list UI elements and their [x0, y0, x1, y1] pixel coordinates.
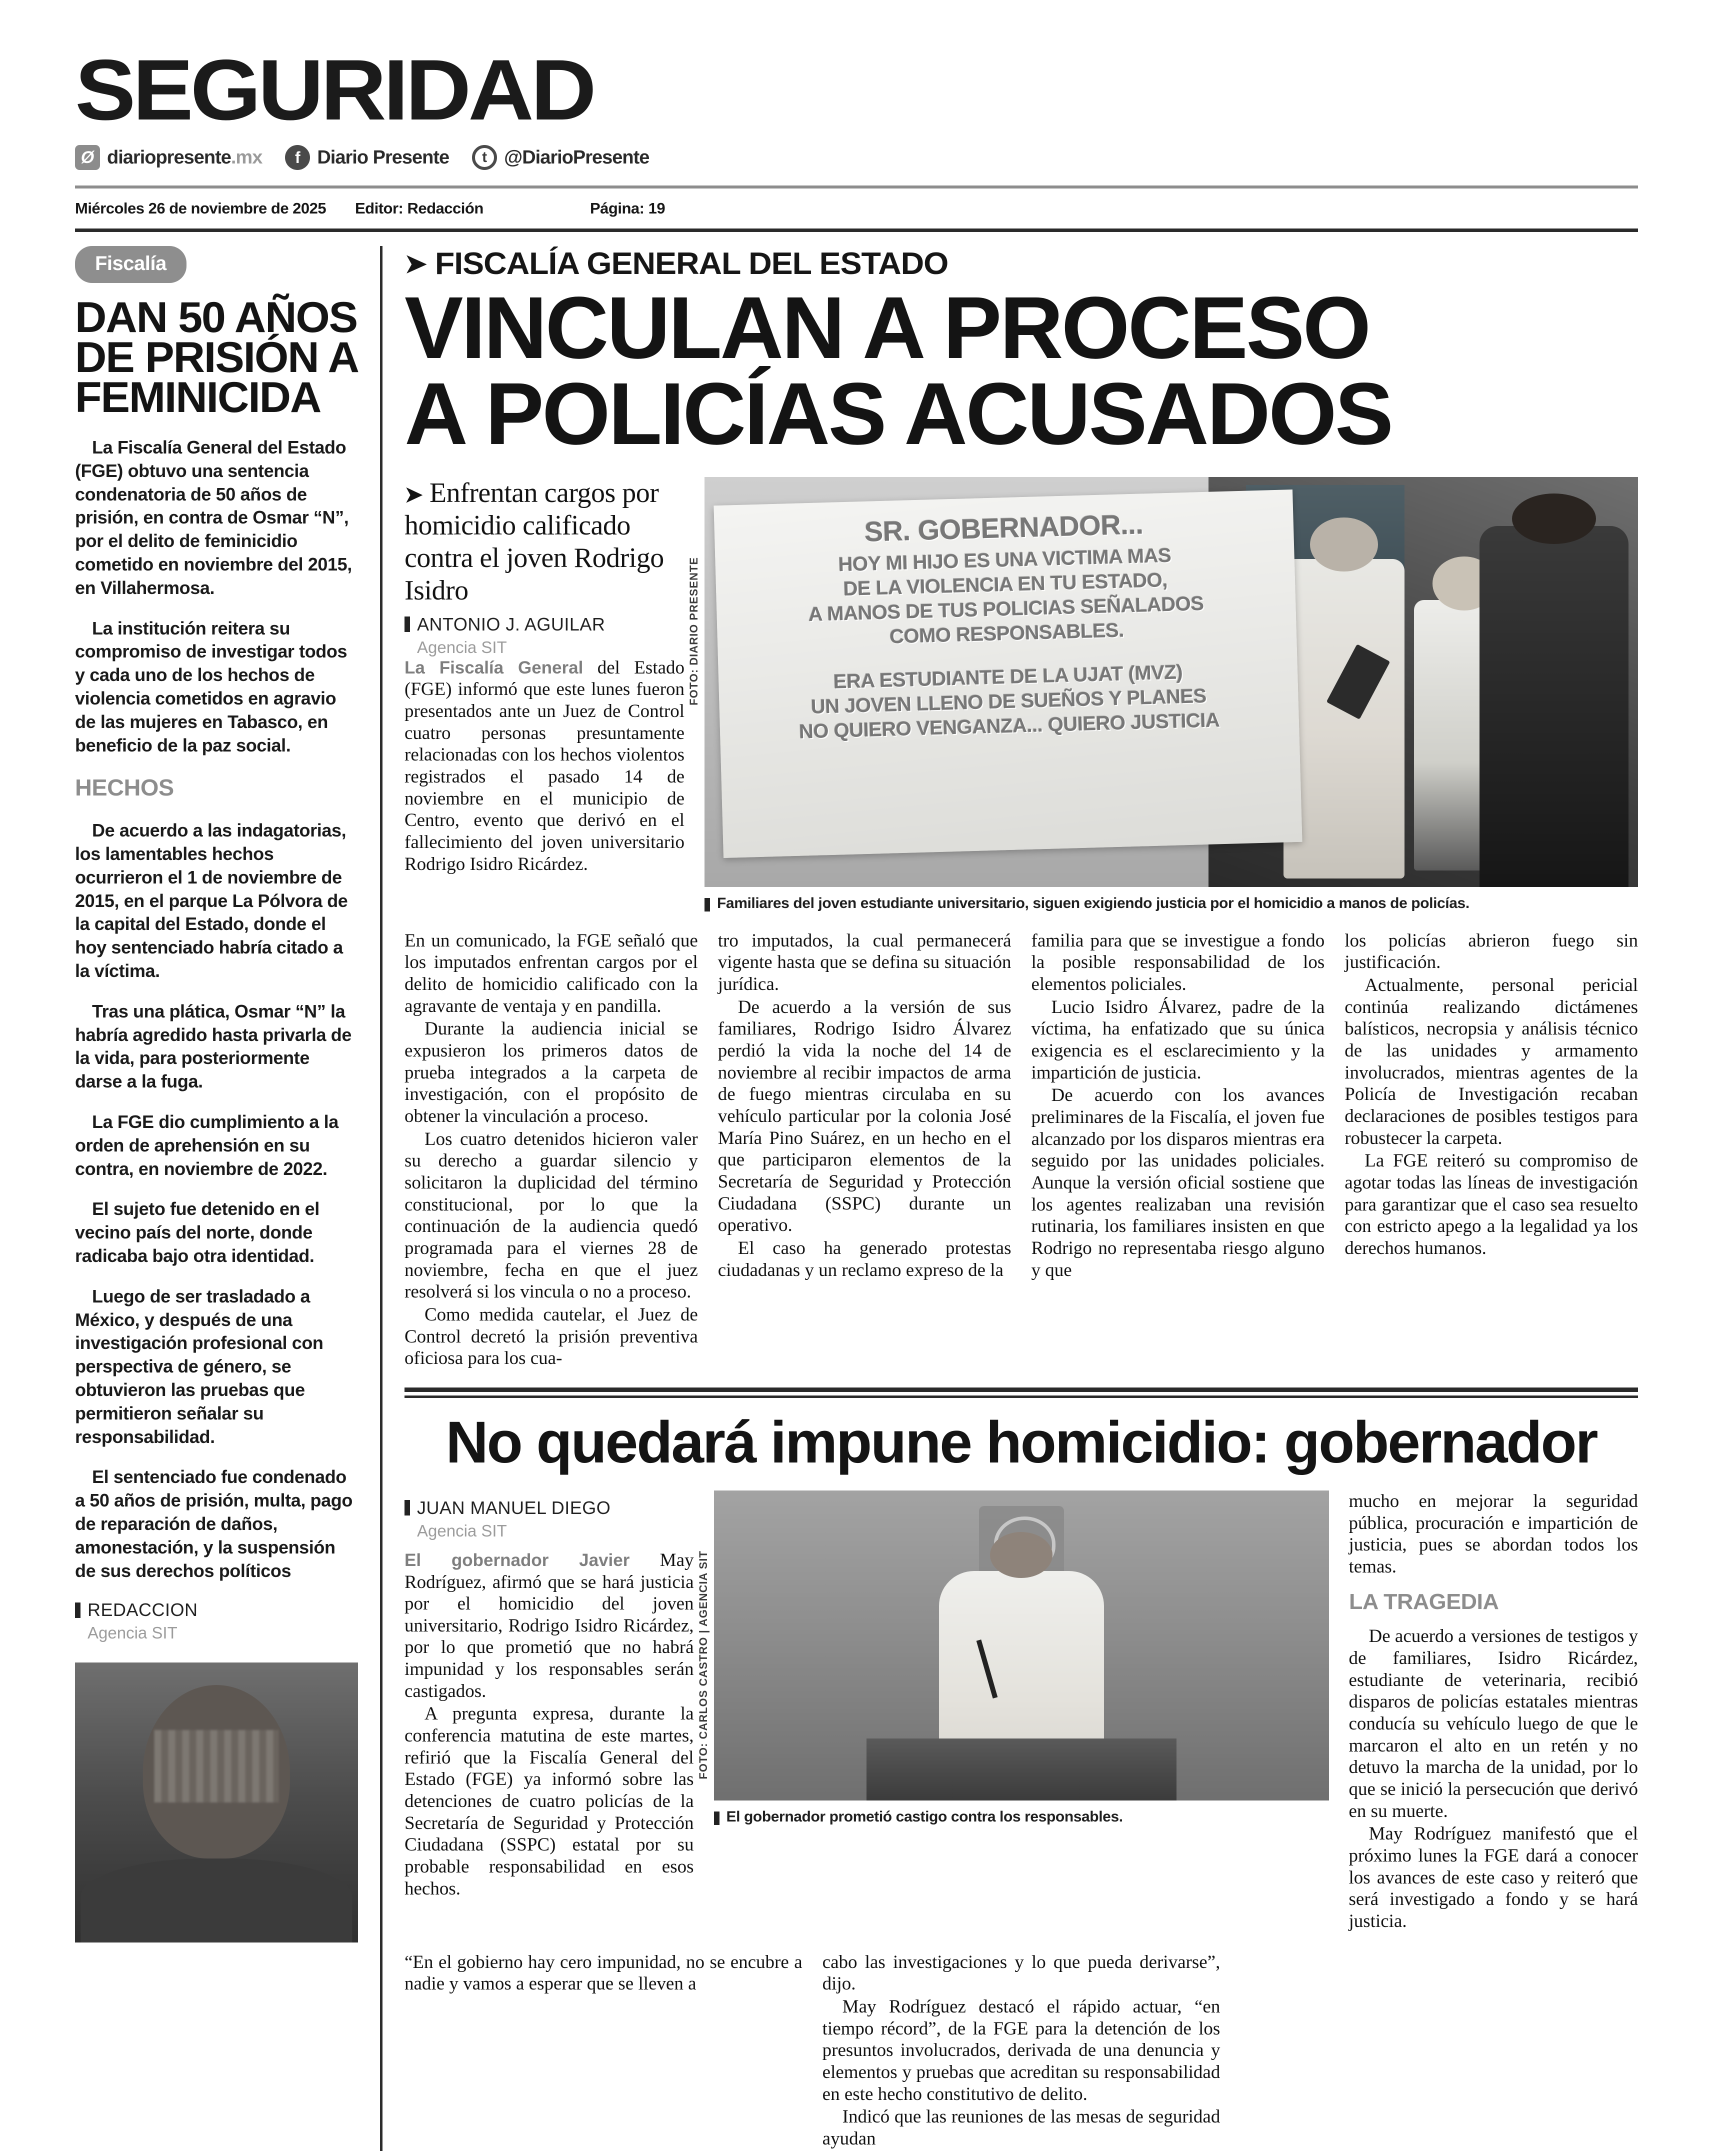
header-divider	[75, 228, 1638, 232]
editor-label: Editor: Redacción	[355, 200, 484, 218]
story-paragraph: cabo las investigaciones y lo que pueda derivarse”, dijo.	[822, 1952, 1220, 1994]
caption-bar-icon	[704, 898, 710, 912]
sidebar-paragraph: De acuerdo a las indagatorias, los lamentables hechos ocurrieron el 1 de noviembre de 2015, en el parque La Pólvora de la capital del Estado, donde el hoy sentenciado habría citado a la víctima.	[75, 820, 348, 982]
second-story-col-3-spacer	[1240, 1952, 1638, 2151]
banner-gap	[1007, 647, 1008, 664]
banner-line: A MANOS DE TUS POLICIAS SEÑALADOS	[808, 592, 1204, 626]
chevron-right-icon: ➤	[404, 482, 423, 507]
byline-bar-icon	[404, 616, 410, 632]
photo-podium	[866, 1738, 1176, 1800]
second-photo-column	[696, 1490, 1329, 1934]
byline-bar-icon	[75, 1602, 80, 1618]
suspect-shoulders	[80, 1858, 352, 1942]
second-story	[404, 1388, 1638, 2151]
main-lead-row	[404, 477, 1638, 912]
website-link[interactable]	[75, 145, 262, 170]
main-deck-column	[404, 477, 704, 912]
main-headline-line-2: A POLICÍAS ACUSADOS	[404, 365, 1392, 464]
main-byline-name: ANTONIO J. AGUILAR	[404, 614, 684, 635]
facebook-link[interactable]	[285, 145, 449, 170]
sidebar-paragraph: El sentenciado fue condenado a 50 años de prisión, multa, pago de reparación de daños, amonestación, y la suspensión de sus derechos políticos	[75, 1466, 352, 1581]
main-story-col-4	[1344, 930, 1638, 1370]
sidebar-paragraph: Tras una plática, Osmar “N” la habría agredido hasta privarla de la vida, para posteriormente darse a la fuga.	[75, 1000, 352, 1092]
second-col1-top	[404, 1550, 694, 1900]
facebook-icon: f	[285, 145, 310, 170]
second-story-divider	[404, 1388, 1638, 1392]
protest-photo	[704, 477, 1638, 887]
main-deck	[404, 477, 684, 607]
main-headline-line-1: VINCULAN A PROCESO	[404, 279, 1370, 378]
main-photo-credit: FOTO: DIARIO PRESENTE	[688, 556, 700, 706]
sidebar-kicker-badge: Fiscalía	[75, 246, 186, 283]
section-title: SEGURIDAD	[75, 42, 594, 138]
story-paragraph: “En el gobierno hay cero impunidad, no se encubre a nadie y vamos a esperar que se lleven a	[404, 1952, 802, 1994]
main-deck-text: Enfrentan cargos por homicidio calificado contra el joven Rodrigo Isidro	[404, 477, 664, 606]
twitter-icon: t	[472, 145, 497, 170]
lead-bold: El gobernador Javier	[404, 1550, 630, 1570]
main-overline-label: FISCALÍA GENERAL DEL ESTADO	[434, 246, 948, 282]
second-story-headline: No quedará impune homicidio: gobernador	[446, 1409, 1597, 1476]
story-paragraph: De acuerdo a versiones de testigos y de familiares, Isidro Ricárdez, estudiante de veterinaria, recibió disparos de policías estatales mientras conducía su vehículo luego de que le marcaron el alto en un retén y no detuvo la marcha de la unidad, por lo que se inició la persecución que derivó en su muerte.	[1348, 1626, 1638, 1822]
main-story-col-1	[404, 930, 698, 1370]
main-overline	[404, 246, 1688, 282]
banner-line: COMO RESPONSABLES.	[889, 619, 1124, 648]
story-paragraph: familia para que se investigue a fondo la posible responsabilidad de los elementos policiales.	[1031, 930, 1325, 995]
main-caption-text: Familiares del joven estudiante universitario, siguen exigiendo justicia por el homicidio a manos de policías.	[717, 894, 1470, 912]
suspect-photo	[75, 1662, 358, 1942]
second-caption-text: El gobernador prometió castigo contra los responsables.	[726, 1808, 1123, 1825]
story-paragraph: mucho en mejorar la seguridad pública, procuración e impartición de justicia, pues se abordan todos los temas.	[1348, 1490, 1638, 1577]
sidebar-byline-name: REDACCION	[75, 1600, 358, 1620]
banner-line: UN JOVEN LLENO DE SUEÑOS Y PLANES	[810, 684, 1207, 718]
twitter-label: @DiarioPresente	[504, 146, 650, 168]
masthead-divider	[75, 186, 1638, 188]
sidebar-paragraph: La FGE dio cumplimiento a la orden de aprehensión en su contra, en noviembre de 2022.	[75, 1112, 338, 1179]
story-paragraph: De acuerdo a la versión de sus familiares, Rodrigo Isidro Álvarez perdió la vida la noche del 14 de noviembre al recibir impactos de arma de fuego mientras circulaba en su vehículo particular por la colonia José María Pino Suárez, en un hecho en el que participaron elementos de la Secretaría de Seguridad y Protección Ciudadana (SSPC) durante un operativo.	[718, 996, 1012, 1236]
website-label: diariopresente.mx	[107, 146, 262, 168]
publication-date: Miércoles 26 de noviembre de 2025	[75, 200, 326, 218]
main-byline	[404, 614, 684, 657]
sidebar-subhead: HECHOS	[75, 774, 174, 801]
main-photo-wrap	[688, 477, 1638, 887]
banner-line: ERA ESTUDIANTE DE LA UJAT (MVZ)	[833, 661, 1183, 693]
story-paragraph: Durante la audiencia inicial se expusieron los primeros datos de prueba integrados a la carpeta de investigación, con el propósito de obtener la vinculación a proceso.	[404, 1018, 698, 1127]
chevron-right-icon: ➤	[404, 249, 427, 278]
sidebar-headline: DAN 50 AÑOS DE PRISIÓN A FEMINICIDA	[75, 294, 358, 422]
banner-line: NO QUIERO VENGANZA... QUIERO JUSTICIA	[798, 709, 1220, 743]
second-story-bottom-row	[404, 1952, 1638, 2151]
second-photo-credit: FOTO: CARLOS CASTRO | AGENCIA SIT	[696, 1550, 710, 1780]
story-paragraph: A pregunta expresa, durante la conferencia matutina de este martes, refirió que la Fiscalía General del Estado (FGE) ya informó sobre las detenciones de cuatro policías de la Secretaría de Seguridad y Protección Ciudadana (SSPC) estatal por su probable responsabilidad en esos hechos.	[404, 1704, 694, 1899]
story-paragraph: De acuerdo con los avances preliminares de la Fiscalía, el joven fue alcanzado por los disparos mientras era seguido por las unidades policiales. Aunque la versión oficial sostiene que los agentes realizaban una revisión rutinaria, los familiares insisten en que Rodrigo no representaba riesgo alguno y que	[1031, 1085, 1325, 1280]
second-story-col-1-bottom	[404, 1952, 802, 2151]
story-paragraph: May Rodríguez destacó el rápido actuar, “en tiempo récord”, de la FGE para la detención de los presuntos involucrados, derivada de una denuncia y elementos y pruebas que acreditan su responsabilidad en este hecho constitutivo de delito.	[822, 1996, 1220, 2104]
diariopresente-logo-icon: Ø	[75, 145, 100, 170]
story-paragraph: En un comunicado, la FGE señaló que los imputados enfrentan cargos por el delito de homicidio calificado con la agravante de ventaja y en pandilla.	[404, 930, 698, 1016]
sidebar-paragraph: El sujeto fue detenido en el vecino país del norte, donde radicaba bajo otra identidad.	[75, 1198, 320, 1266]
sidebar-paragraph: La institución reitera su compromiso de investigar todos y cada uno de los hechos de violencia cometidos en agravio de las mujeres en Tabasco, en beneficio de la paz social.	[75, 618, 348, 756]
second-byline-agency: Agencia SIT	[417, 1521, 507, 1540]
sidebar-body-bottom	[75, 819, 358, 1582]
story-paragraph: Indicó que las reuniones de las mesas de seguridad ayudan	[822, 2106, 1220, 2149]
story-paragraph: La Fiscalía General del Estado (FGE) informó que este lunes fueron presentados ante un Juez de Control cuatro personas presuntamente relacionadas con los hechos violentos registrados el pasado 14 de noviembre en el municipio de Centro, evento que derivó en el fallecimiento del joven universitario Rodrigo Isidro Ricárdez.	[404, 657, 684, 874]
second-story-col-3-top	[1349, 1490, 1638, 1934]
main-story-col-3	[1032, 930, 1325, 1370]
twitter-link[interactable]	[472, 145, 649, 170]
second-photo-caption	[714, 1808, 1329, 1826]
main-photo-column	[688, 477, 1638, 912]
governor-photo	[714, 1490, 1329, 1800]
story-paragraph: Lucio Isidro Álvarez, padre de la víctima, ha enfatizado que su única exigencia es el esclarecimiento y la impartición de justicia.	[1031, 996, 1325, 1083]
main-byline-agency: Agencia SIT	[417, 638, 507, 656]
dateline	[75, 200, 1638, 218]
caption-bar-icon	[714, 1812, 720, 1825]
banner-line: SR. GOBERNADOR...	[864, 508, 1144, 548]
sidebar-byline-agency: Agencia SIT	[88, 1624, 178, 1642]
main-story-col-2	[718, 930, 1012, 1370]
byline-bar-icon	[404, 1500, 410, 1516]
second-story-byline-col	[404, 1490, 694, 1934]
story-paragraph: Actualmente, personal pericial continúa realizando dictámenes balísticos, necropsia y análisis técnico de las unidades y armamento involucrados, mientras agentes de la Policía de Investigación recaban declaraciones de posibles testigos para robustecer la carpeta.	[1344, 975, 1638, 1148]
second-byline	[404, 1498, 694, 1540]
photo-figure-reporter	[1480, 526, 1629, 887]
second-story-top-row	[404, 1490, 1638, 1934]
pixelated-face-overlay	[154, 1730, 278, 1803]
story-paragraph: El caso ha generado protestas ciudadanas y un reclamo expreso de la	[718, 1238, 1012, 1280]
main-story-columns	[404, 930, 1638, 1370]
second-photo-wrap	[696, 1490, 1329, 1800]
page-body	[75, 246, 1638, 2151]
masthead	[75, 0, 1638, 232]
second-byline-name: JUAN MANUEL DIEGO	[404, 1498, 694, 1518]
story-paragraph: tro imputados, la cual permanecerá vigente hasta que se defina su situación jurídica.	[718, 930, 1012, 995]
story-paragraph: May Rodríguez manifestó que el próximo lunes la FGE dará a conocer los avances de este caso y reiteró que será investigado a fondo y se hará justicia.	[1348, 1824, 1638, 1932]
second-story-col-2	[822, 1952, 1220, 2151]
sidebar-body-top	[75, 436, 358, 757]
second-story-subhead: LA TRAGEDIA	[1348, 1590, 1498, 1614]
banner-line: DE LA VIOLENCIA EN TU ESTADO,	[843, 568, 1168, 600]
story-paragraph: La FGE reiteró su compromiso de agotar todas las líneas de investigación para garantizar que el caso sea resuelto con estricto apego a la legalidad ya los derechos humanos.	[1344, 1150, 1638, 1258]
facebook-label: Diario Presente	[317, 146, 450, 168]
story-paragraph: Como medida cautelar, el Juez de Control decretó la prisión preventiva oficiosa para los cua-	[404, 1304, 698, 1369]
sidebar-paragraph: Luego de ser trasladado a México, y después de una investigación profesional con perspectiva de género, se obtuvieron las pruebas que permitieron señalar su responsabilidad.	[75, 1286, 324, 1447]
sidebar-byline	[75, 1600, 358, 1642]
lead-bold: La Fiscalía General	[404, 658, 584, 678]
banner-line: HOY MI HIJO ES UNA VICTIMA MAS	[838, 544, 1172, 576]
protest-banner	[714, 490, 1302, 858]
main-content	[380, 246, 1638, 2151]
social-row	[75, 142, 1638, 172]
story-paragraph: los policías abrieron fuego sin justificación.	[1344, 930, 1638, 973]
page-number: Página: 19	[590, 200, 666, 218]
main-col1-preview	[404, 657, 684, 876]
second-story-divider-thin	[404, 1396, 1638, 1398]
sidebar-paragraph: La Fiscalía General del Estado (FGE) obtuvo una sentencia condenatoria de 50 años de prisión, en contra de Osmar “N”, por el delito de feminicidio cometido en noviembre del 2015, en Villahermosa.	[75, 436, 352, 598]
story-paragraph: El gobernador Javier May Rodríguez, afirmó que se hará justicia por el homicidio del joven universitario, Rodrigo Isidro Ricárdez, por lo que prometió que no habrá impunidad y los responsables serán castigados.	[404, 1550, 694, 1702]
sidebar-story	[75, 246, 380, 2151]
story-paragraph: Los cuatro detenidos hicieron valer su derecho a guardar silencio y solicitaron la duplicidad del término constitucional, por lo que la continuación de la audiencia quedó programada para el viernes 28 de noviembre, fecha en que el juez resolverá si los vincula o no a proceso.	[404, 1128, 698, 1302]
main-photo-caption	[704, 895, 1638, 912]
